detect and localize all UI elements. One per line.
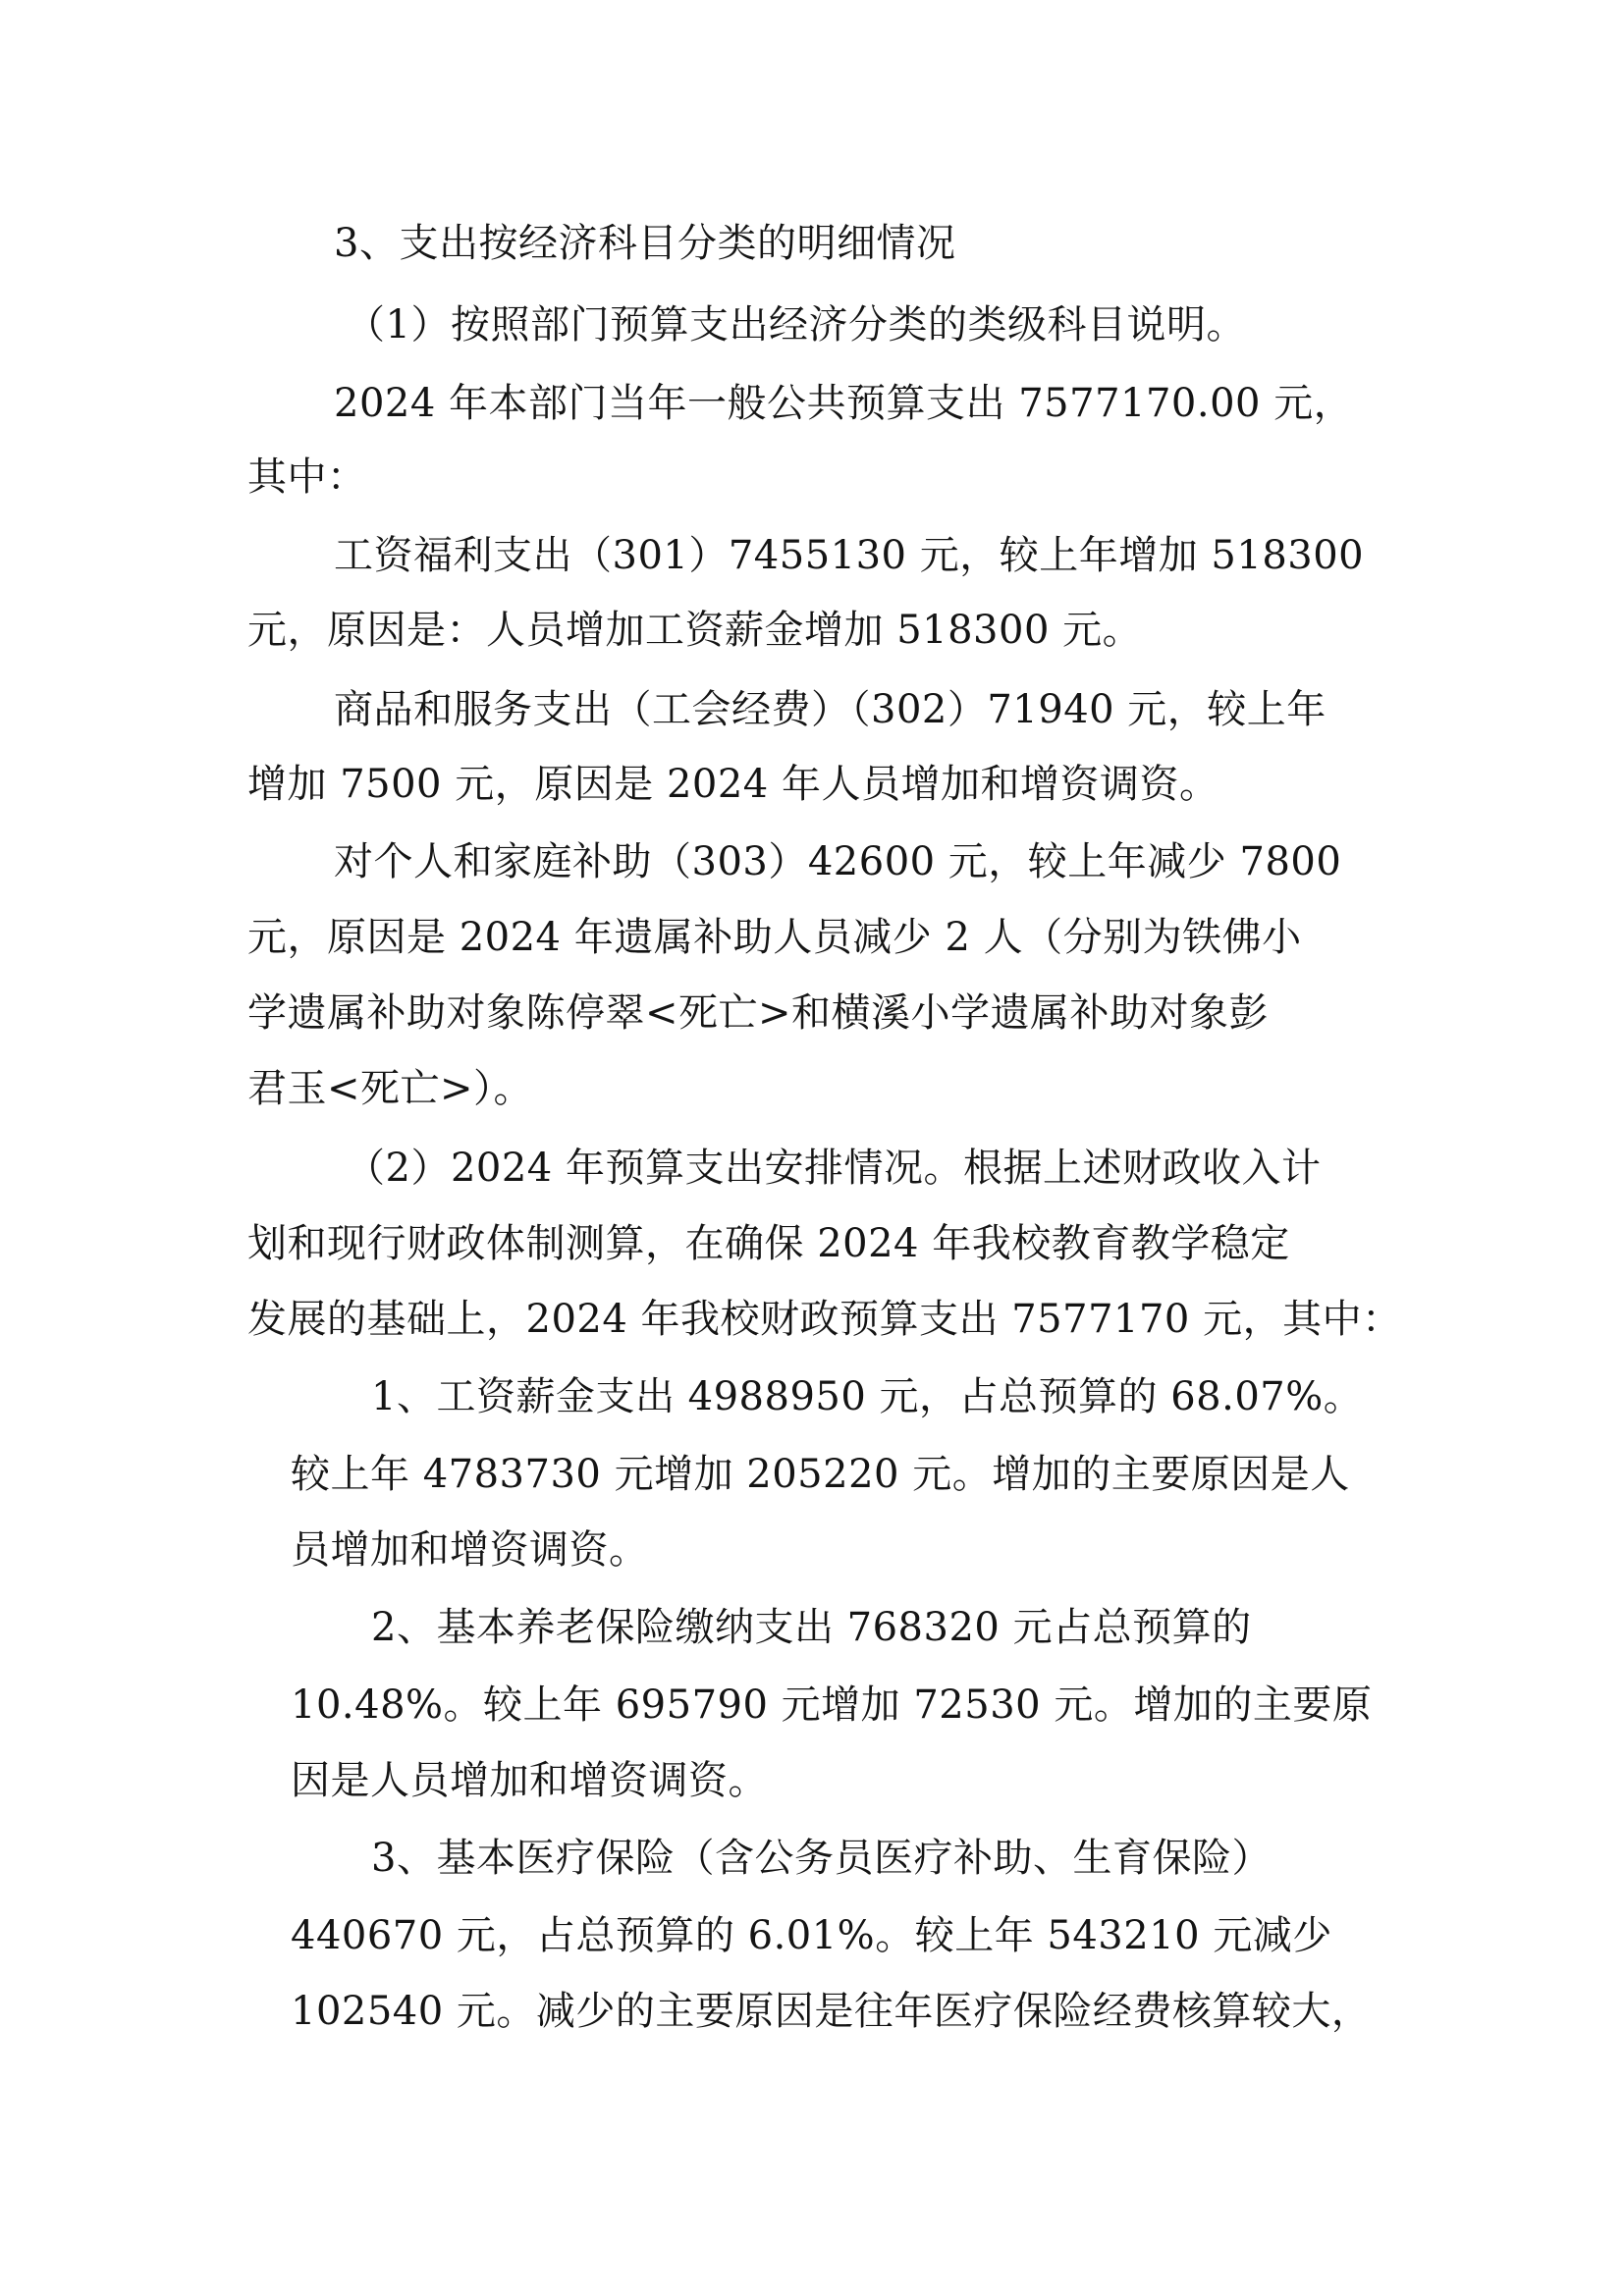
paragraph-line: 增加 7500 元，原因是 2024 年人员增加和增资调资。 bbox=[247, 762, 1219, 807]
list-item-line: 440670 元，占总预算的 6.01%。较上年 543210 元减少 bbox=[291, 1913, 1332, 1958]
list-item-line: 2、基本养老保险缴纳支出 768320 元占总预算的 bbox=[371, 1605, 1252, 1650]
list-item-line: 员增加和增资调资。 bbox=[291, 1527, 649, 1573]
list-item-line: 1、工资薪金支出 4988950 元，占总预算的 68.07%。 bbox=[371, 1374, 1364, 1419]
paragraph-line: 商品和服务支出（工会经费）（302）71940 元，较上年 bbox=[334, 687, 1326, 732]
list-item-line: 较上年 4783730 元增加 205220 元。增加的主要原因是人 bbox=[291, 1452, 1350, 1497]
list-item-line: 3、基本医疗保险（含公务员医疗补助、生育保险） bbox=[371, 1836, 1272, 1881]
list-item-line: 102540 元。减少的主要原因是往年医疗保险经费核算较大， bbox=[291, 1989, 1372, 2034]
paragraph-line: 对个人和家庭补助（303）42600 元，较上年减少 7800 bbox=[334, 839, 1342, 884]
subsection-heading-1: （1）按照部门预算支出经济分类的类级科目说明。 bbox=[346, 302, 1246, 347]
paragraph-line: 工资福利支出（301）7455130 元，较上年增加 518300 bbox=[334, 533, 1365, 578]
paragraph-line: 君玉<死亡>）。 bbox=[247, 1066, 534, 1111]
paragraph-line: 学遗属补助对象陈停翠<死亡>和横溪小学遗属补助对象彭 bbox=[247, 990, 1270, 1036]
list-item-line: 10.48%。较上年 695790 元增加 72530 元。增加的主要原 bbox=[291, 1682, 1373, 1728]
paragraph-line: 发展的基础上，2024 年我校财政预算支出 7577170 元，其中： bbox=[247, 1297, 1402, 1342]
paragraph-line: 其中： bbox=[247, 454, 367, 500]
subsection-heading-2: （2）2024 年预算支出安排情况。根据上述财政收入计 bbox=[346, 1146, 1322, 1191]
paragraph-line: 划和现行财政体制测算，在确保 2024 年我校教育教学稳定 bbox=[247, 1221, 1290, 1266]
paragraph-line: 2024 年本部门当年一般公共预算支出 7577170.00 元， bbox=[334, 381, 1354, 426]
section-heading: 3、支出按经济科目分类的明细情况 bbox=[334, 221, 956, 266]
list-item-line: 因是人员增加和增资调资。 bbox=[291, 1758, 768, 1803]
paragraph-line: 元，原因是 2024 年遗属补助人员减少 2 人（分别为铁佛小 bbox=[247, 915, 1302, 960]
paragraph-line: 元，原因是：人员增加工资薪金增加 518300 元。 bbox=[247, 608, 1143, 653]
